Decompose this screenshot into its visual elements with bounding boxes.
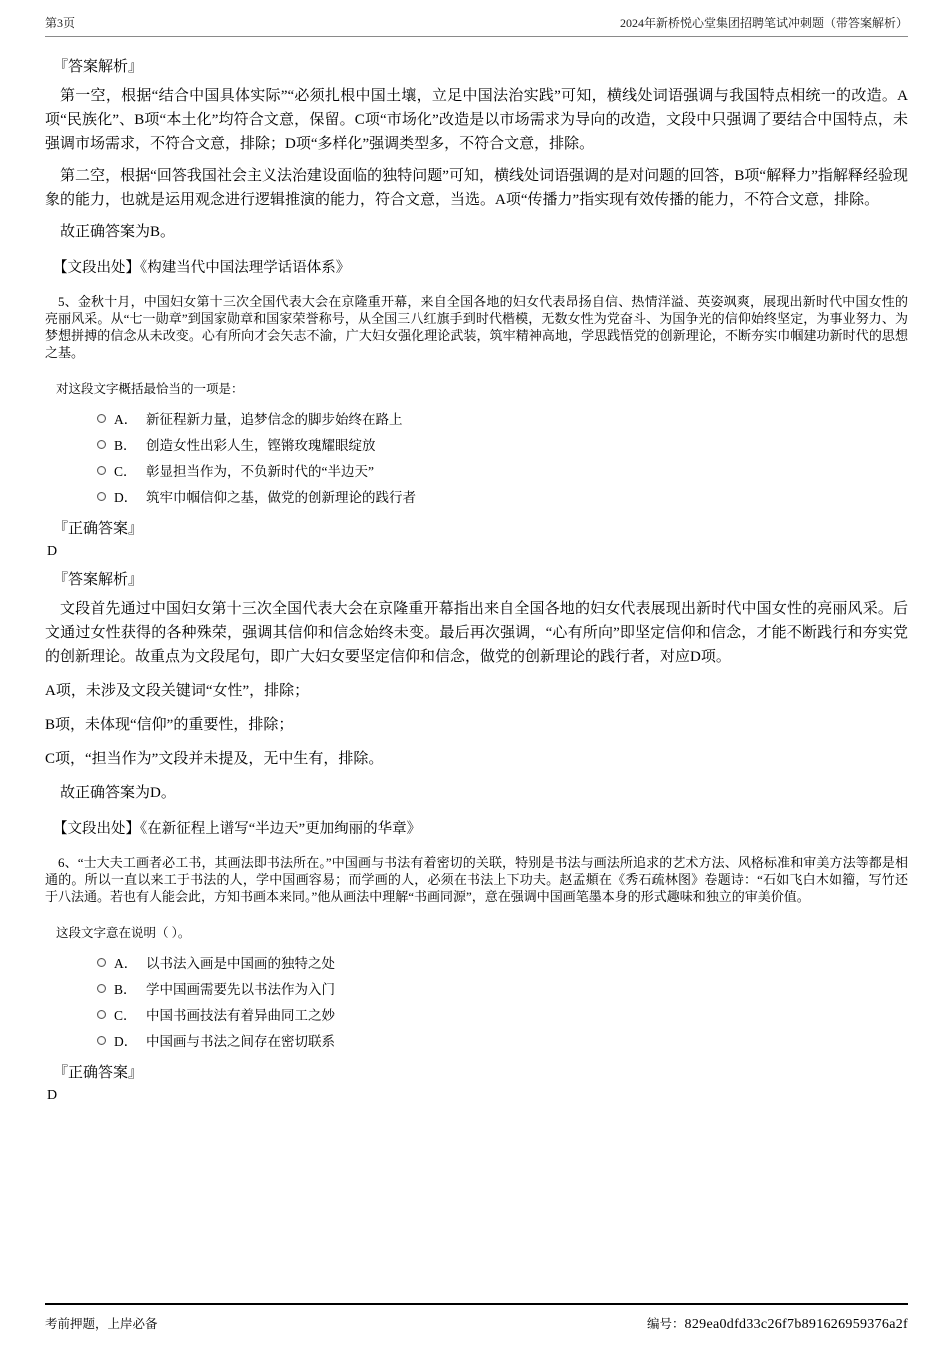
radio-icon[interactable] <box>97 414 106 423</box>
option-row-c[interactable] <box>45 1001 908 1027</box>
option-key: A． <box>114 412 138 427</box>
document-content <box>0 37 950 1106</box>
option-row-b[interactable] <box>45 975 908 1001</box>
radio-icon[interactable] <box>97 958 106 967</box>
document-number-code: 829ea0dfd33c26f7b891626959376a2f <box>684 1317 908 1332</box>
question-5-point-a: A项，未涉及文段关键词“女性”，排除； <box>45 683 310 699</box>
option-text: 筑牢巾帼信仰之基，做党的创新理论的践行者 <box>146 490 416 505</box>
correct-answer-value: D <box>47 1088 58 1103</box>
analysis-label: 『答案解析』 <box>53 572 144 588</box>
document-number-label: 编号： <box>647 1317 685 1331</box>
radio-icon[interactable] <box>97 492 106 501</box>
question-5-point-b: B项，未体现“信仰”的重要性，排除； <box>45 717 294 733</box>
question-5-options <box>45 405 908 509</box>
question-5-stem: 5、金秋十月，中国妇女第十三次全国代表大会在京隆重开幕，来自全国各地的妇女代表昂扬自信、热情洋溢、英姿飒爽，展现出新时代中国女性的亮丽风采。从“七一勋章”到国家勋章和国家荣誉称号，从全国三八红旗手到时代楷模，无数女性为党奋斗、为国争光的信仰始终坚定，为事业努力、为梦想拼搏的信念从未改变。心有所向才会矢志不渝，广大妇女强化理论武装，筑牢精神高地，学思践悟党的创新理论，不断夯实巾帼建功新时代的思想之基。 <box>45 294 908 360</box>
option-text: 中国画与书法之间存在密切联系 <box>146 1034 335 1049</box>
option-text: 中国书画技法有着异曲同工之妙 <box>146 1008 335 1023</box>
option-text: 新征程新力量，追梦信念的脚步始终在路上 <box>146 412 403 427</box>
option-row-c[interactable] <box>45 457 908 483</box>
option-key: B． <box>114 982 137 997</box>
document-number <box>647 1314 908 1333</box>
option-key: B． <box>114 438 137 453</box>
analysis-label: 『答案解析』 <box>53 59 144 75</box>
option-key: D． <box>114 1034 138 1049</box>
radio-icon[interactable] <box>97 466 106 475</box>
option-key: C． <box>114 1008 137 1023</box>
page-number: 第3页 <box>45 16 76 30</box>
option-text: 彰显担当作为，不负新时代的“半边天” <box>146 464 374 479</box>
page-footer <box>45 1303 908 1333</box>
correct-answer-label: 『正确答案』 <box>53 1065 144 1081</box>
question-5-analysis: 文段首先通过中国妇女第十三次全国代表大会在京隆重开幕指出来自全国各地的妇女代表展现出新时代中国女性的亮丽风采。后文通过女性获得的各种殊荣，强调其信仰和信念始终未变。最后再次强调，“心有所向”即坚定信仰和信念，才能不断践行和夯实党的创新理论。故重点为文段尾句，即广大妇女要坚定信仰和信念，做党的创新理论的践行者，对应D项。 <box>45 601 908 665</box>
option-key: C． <box>114 464 137 479</box>
document-title: 2024年新桥悦心堂集团招聘笔试冲刺题（带答案解析） <box>619 16 908 30</box>
option-row-a[interactable] <box>45 949 908 975</box>
analysis-paragraph-1: 第一空，根据“结合中国具体实际”“必须扎根中国土壤，立足中国法治实践”可知，横线处词语强调与我国特点相统一的改造。A项“民族化”、B项“本土化”均符合文意，保留。C项“市场化”改造是以市场需求为导向的改造，文段中只强调了要结合中国特点，未强调市场需求，不符合文意，排除；D项“多样化”强调类型多，不符合文意，排除。 <box>45 88 908 152</box>
analysis-conclusion: 故正确答案为B。 <box>60 224 176 240</box>
analysis-paragraph-2: 第二空，根据“回答我国社会主义法治建设面临的独特问题”可知，横线处词语强调的是对问题的回答，B项“解释力”指解释经验现象的能力，也就是运用观念进行逻辑推演的能力，符合文意，当选。A项“传播力”指实现有效传播的能力，不符合文意，排除。 <box>45 168 908 208</box>
question-6-options <box>45 949 908 1053</box>
question-5-point-c: C项，“担当作为”文段并未提及，无中生有，排除。 <box>45 751 384 767</box>
question-5-conclusion: 故正确答案为D。 <box>60 785 176 801</box>
option-row-a[interactable] <box>45 405 908 431</box>
question-6-stem: 6、“士大夫工画者必工书，其画法即书法所在。”中国画与书法有着密切的关联，特别是书法与画法所追求的艺术方法、风格标准和审美方法等都是相通的。所以一直以来工于书法的人，学中国画容易；而学画的人，必须在书法上下功夫。赵孟頫在《秀石疏林图》卷题诗：“石如飞白木如籀，写竹还于八法通。若也有人能会此，方知书画本来同。”他从画法中理解“书画同源”，意在强调中国画笔墨本身的形式趣味和独立的审美价值。 <box>45 855 908 904</box>
option-row-d[interactable] <box>45 1027 908 1053</box>
footer-slogan: 考前押题，上岸必备 <box>45 1317 158 1331</box>
question-5-prompt: 对这段文字概括最恰当的一项是： <box>56 382 244 396</box>
passage-source: 【文段出处】《在新征程上谱写“半边天”更加绚丽的华章》 <box>53 821 422 837</box>
option-row-b[interactable] <box>45 431 908 457</box>
option-text: 学中国画需要先以书法作为入门 <box>146 982 335 997</box>
correct-answer-value: D <box>47 544 58 559</box>
page-header <box>45 0 908 37</box>
option-key: A． <box>114 956 138 971</box>
radio-icon[interactable] <box>97 984 106 993</box>
option-row-d[interactable] <box>45 483 908 509</box>
correct-answer-label: 『正确答案』 <box>53 521 144 537</box>
passage-source: 【文段出处】《构建当代中国法理学话语体系》 <box>53 260 351 276</box>
radio-icon[interactable] <box>97 440 106 449</box>
option-text: 创造女性出彩人生，铿锵玫瑰耀眼绽放 <box>146 438 376 453</box>
radio-icon[interactable] <box>97 1036 106 1045</box>
radio-icon[interactable] <box>97 1010 106 1019</box>
option-key: D． <box>114 490 138 505</box>
question-6-prompt: 这段文字意在说明（ ）。 <box>56 926 191 940</box>
option-text: 以书法入画是中国画的独特之处 <box>146 956 335 971</box>
